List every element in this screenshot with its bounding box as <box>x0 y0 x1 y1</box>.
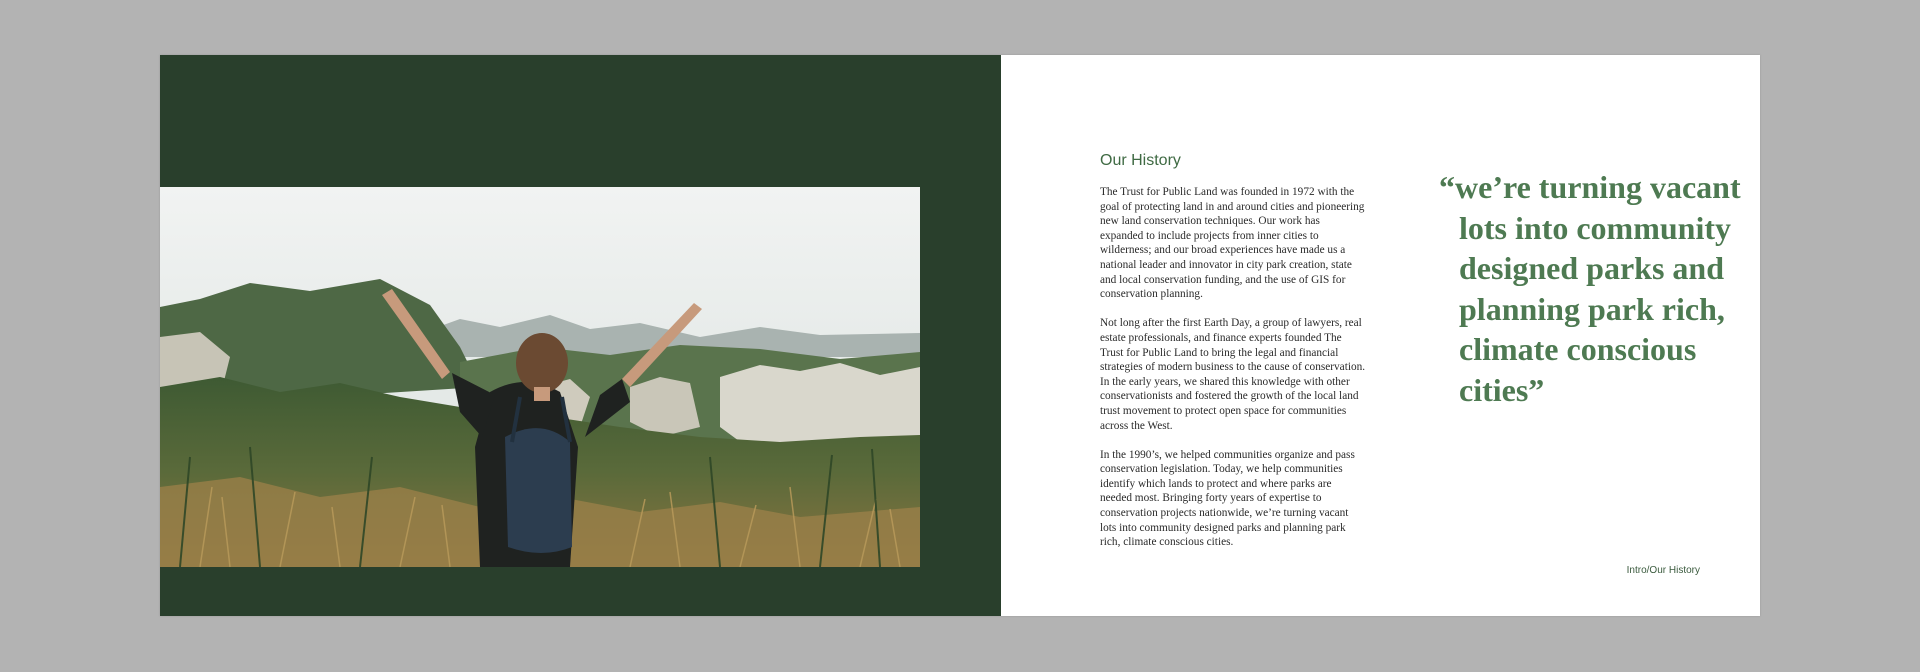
hero-photo <box>160 187 920 567</box>
hero-photo-illustration <box>160 187 920 567</box>
left-page <box>160 55 1001 616</box>
pull-quote: “we’re turning vacant lots into community designed parks and planning park rich, climate conscious cities” <box>1439 169 1741 408</box>
book-spread <box>160 55 1760 616</box>
page-footer-breadcrumb: Intro/Our History <box>1626 565 1700 576</box>
section-title: Our History <box>1100 152 1181 169</box>
body-text <box>1100 185 1366 564</box>
paragraph-1: The Trust for Public Land was founded in 1972 with the goal of protecting land in and around cities and pioneering new land conservation techniques. Our work has expanded to include projects from inner cities to wilderness; and our broad experiences have made us a national leader and innovator in city park creation, state and local conservation funding, and the use of GIS for conservation planning. <box>1100 186 1365 301</box>
paragraph-3: In the 1990’s, we helped communities organize and pass conservation legislation. Today, we help communities identify which lands to protect and where parks are needed most. Bringing forty years of expertise to conservation projects nationwide, we’re turning vacant lots into community designed parks and planning park rich, climate conscious cities. <box>1100 448 1355 549</box>
paragraph-2: Not long after the first Earth Day, a group of lawyers, real estate professionals, and finance experts founded The Trust for Public Land to bring the legal and financial strategies of modern business to the cause of conservation. In the early years, we shared this knowledge with other conservationists and fostered the growth of the local land trust movement to protect open space for communities across the West. <box>1100 317 1366 432</box>
right-page <box>1001 55 1760 616</box>
